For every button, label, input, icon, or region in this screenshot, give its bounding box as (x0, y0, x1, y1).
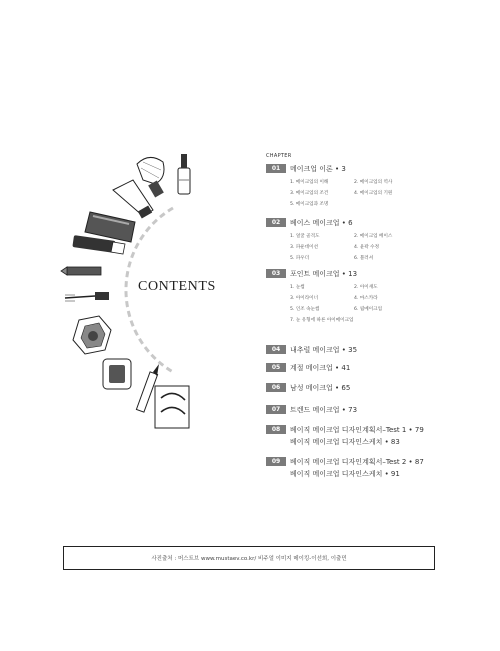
subsection: 4. 마스카라 (354, 296, 378, 301)
photo-source-text: 사진출처 : 머스트브 www.mustaev.co.kr/ 비주얼 이미지 메이킹-이선희, 이출민 (151, 556, 347, 562)
chapter-06 (266, 382, 350, 393)
chapter-number: 06 (266, 383, 286, 392)
subsection: 7. 눈 유형에 따른 아이메이크업 (290, 318, 354, 323)
subsection: 3. 파운데이션 (290, 245, 319, 250)
chapter-title: 내추럴 메이크업 • 35 (290, 345, 358, 354)
subsection: 5. 메이크업과 조명 (290, 202, 329, 207)
chapter-07 (266, 404, 357, 415)
subsection: 5. 파우더 (290, 256, 310, 261)
subsection: 2. 아이섀도 (354, 285, 378, 290)
subsection: 4. 메이크업의 기원 (354, 191, 393, 196)
chapter-title: 베이스 메이크업 • 6 (290, 218, 353, 227)
chapter-number: 08 (266, 425, 286, 434)
cosmetics-illustration (55, 150, 230, 440)
cushion-compact-icon (85, 212, 135, 242)
subsection: 5. 인조 속눈썹 (290, 307, 320, 312)
subsection: 3. 메이크업의 조건 (290, 191, 329, 196)
foundation-bottle-icon (178, 154, 190, 194)
chapter-title: 포인트 메이크업 • 13 (290, 269, 358, 278)
chapter-title-line2: 베이직 메이크업 디자인스케치 • 83 (290, 438, 400, 446)
chapter-number: 04 (266, 345, 286, 354)
false-lashes-icon (155, 386, 189, 428)
subsection: 3. 아이라이너 (290, 296, 319, 301)
chapter-03 (266, 268, 486, 328)
chapter-title: 남성 메이크업 • 65 (290, 383, 351, 392)
chapter-title: 트렌드 메이크업 • 73 (290, 405, 358, 414)
chapter-09 (266, 456, 424, 479)
photo-source-box (63, 546, 435, 570)
chapter-title: 베이직 메이크업 디자인계획서–Test 1 • 79 (290, 425, 424, 434)
subsection: 6. 블러셔 (354, 256, 374, 261)
chapter-label: CHAPTER (266, 153, 292, 159)
chapter-title: 계절 메이크업 • 41 (290, 363, 351, 372)
powder-puff-icon (73, 316, 111, 354)
chapter-number: 02 (266, 218, 286, 227)
chapter-02 (266, 217, 486, 265)
subsection: 1. 얼굴 골격도 (290, 234, 320, 239)
chapter-04 (266, 344, 357, 355)
chapter-number: 09 (266, 457, 286, 466)
chapter-title: 베이직 메이크업 디자인계획서–Test 2 • 87 (290, 457, 424, 466)
chapter-08 (266, 424, 424, 447)
chapter-number: 01 (266, 164, 286, 173)
subsection: 1. 메이크업의 이해 (290, 180, 329, 185)
subsection: 6. 립메이크업 (354, 307, 383, 312)
chapter-title-line2: 베이직 메이크업 디자인스케치 • 91 (290, 470, 400, 478)
contents-title: CONTENTS (138, 279, 216, 294)
chapter-01 (266, 163, 486, 211)
eyeshadow-palette-icon (103, 359, 131, 389)
subsection: 2. 메이크업 베이스 (354, 234, 393, 239)
chapter-title: 메이크업 이론 • 3 (290, 164, 346, 173)
subsection: 4. 윤곽 수정 (354, 245, 380, 250)
mascara-icon (65, 292, 109, 301)
chapter-number: 05 (266, 363, 286, 372)
chapter-number: 03 (266, 269, 286, 278)
chapter-05 (266, 362, 350, 373)
subsection: 2. 메이크업의 역사 (354, 180, 393, 185)
cream-tube-icon (113, 180, 153, 218)
subsection: 1. 눈썹 (290, 285, 305, 290)
concealer-stick-icon (61, 267, 101, 275)
chapter-number: 07 (266, 405, 286, 414)
